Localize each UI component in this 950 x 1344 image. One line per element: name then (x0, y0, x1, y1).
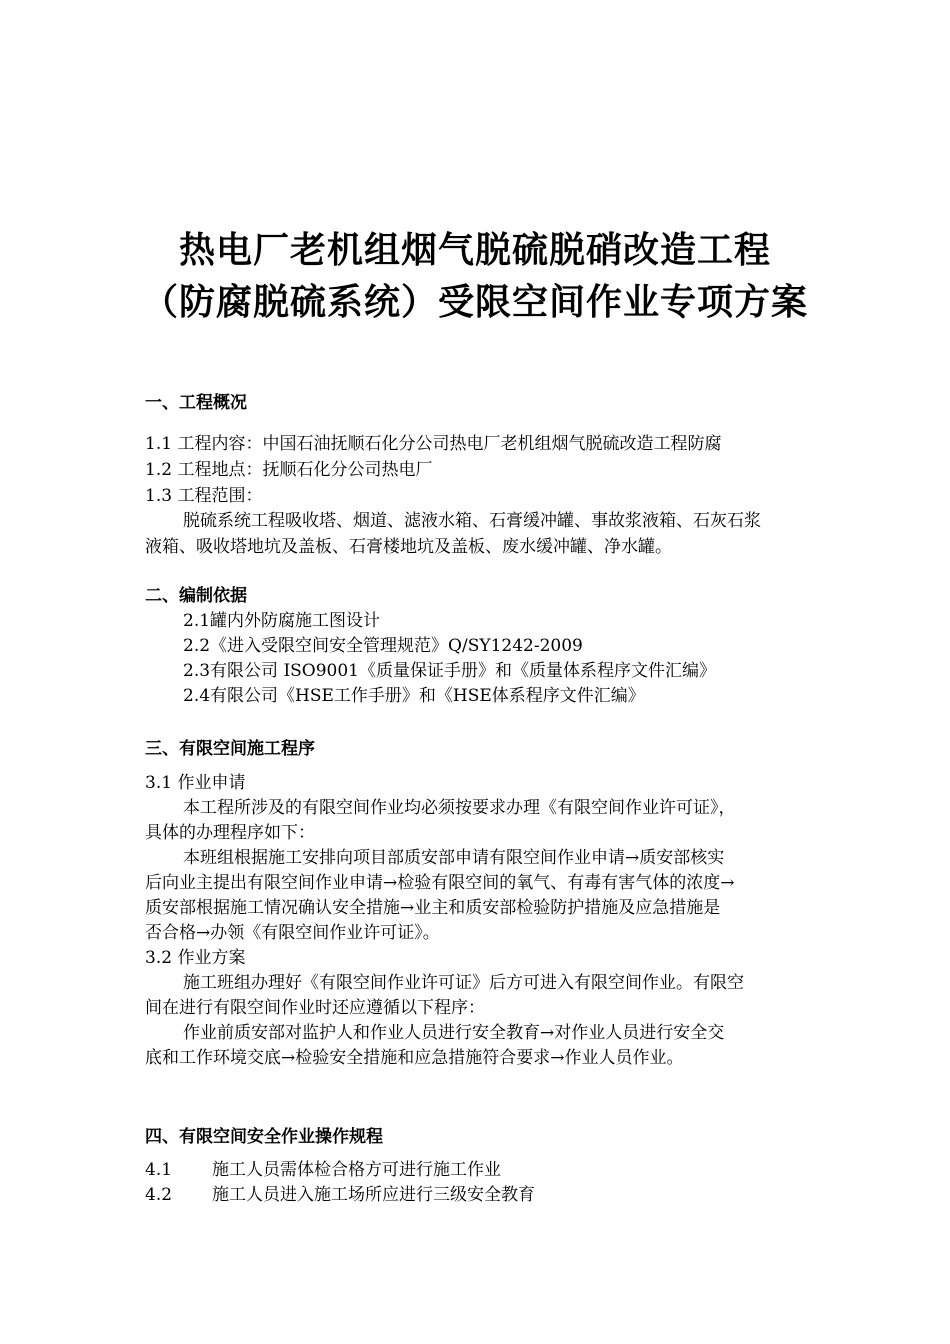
section-3-line: 3.1 作业申请 (145, 773, 246, 793)
section-4-item-text: 施工人员进入施工场所应进行三级安全教育 (212, 1185, 535, 1205)
section-2-line: 2.1罐内外防腐施工图设计 (183, 611, 381, 631)
section-3-line: 具体的办理程序如下： (145, 823, 315, 843)
section-3-line: 质安部根据施工情况确认安全措施→业主和质安部检验防护措施及应急措施是 (145, 898, 721, 918)
section-1-line: 1.2 工程地点：抚顺石化分公司热电厂 (145, 460, 433, 480)
section-2-line: 2.4有限公司《HSE工作手册》和《HSE体系程序文件汇编》 (183, 686, 645, 706)
document-title-line-2: （防腐脱硫系统）受限空间作业专项方案 (141, 281, 808, 323)
section-2-line: 2.3有限公司 ISO9001《质量保证手册》和《质量体系程序文件汇编》 (183, 661, 717, 681)
section-3-line: 作业前质安部对监护人和作业人员进行安全教育→对作业人员进行安全交 (183, 1023, 725, 1043)
section-4-item-text: 施工人员需体检合格方可进行施工作业 (212, 1160, 501, 1180)
section-4-item-number: 4.2 (145, 1185, 173, 1205)
document-title-line-1: 热电厂老机组烟气脱硫脱硝改造工程 (178, 229, 771, 271)
section-4-item-number: 4.1 (145, 1160, 173, 1180)
section-3-line: 3.2 作业方案 (145, 948, 246, 968)
section-1-heading: 一、工程概况 (145, 393, 247, 413)
section-3-line: 施工班组办理好《有限空间作业许可证》后方可进入有限空间作业。有限空 (183, 973, 744, 993)
section-3-line: 否合格→办领《有限空间作业许可证》。 (145, 923, 440, 943)
section-3-heading: 三、有限空间施工程序 (145, 739, 315, 759)
section-4-heading: 四、有限空间安全作业操作规程 (145, 1127, 383, 1147)
section-3-line: 底和工作环境交底→检验安全措施和应急措施符合要求→作业人员作业。 (145, 1048, 684, 1068)
section-3-line: 间在进行有限空间作业时还应遵循以下程序： (145, 998, 485, 1018)
section-2-line: 2.2《进入受限空间安全管理规范》Q/SY1242-2009 (183, 636, 583, 656)
section-3-line: 本班组根据施工安排向项目部质安部申请有限空间作业申请→质安部核实 (183, 848, 725, 868)
section-1-line: 1.1 工程内容：中国石油抚顺石化分公司热电厂老机组烟气脱硫改造工程防腐 (145, 434, 722, 454)
section-3-line: 后向业主提出有限空间作业申请→检验有限空间的氧气、有毒有害气体的浓度→ (145, 873, 735, 893)
section-1-line: 液箱、吸收塔地坑及盖板、石膏楼地坑及盖板、废水缓冲罐、净水罐。 (145, 537, 672, 557)
section-3-line: 本工程所涉及的有限空间作业均必须按要求办理《有限空间作业许可证》， (183, 798, 736, 818)
section-1-line: 脱硫系统工程吸收塔、烟道、滤液水箱、石膏缓冲罐、事故浆液箱、石灰石浆 (183, 511, 761, 531)
section-2-heading: 二、编制依据 (145, 586, 247, 606)
section-1-line: 1.3 工程范围： (145, 486, 263, 506)
